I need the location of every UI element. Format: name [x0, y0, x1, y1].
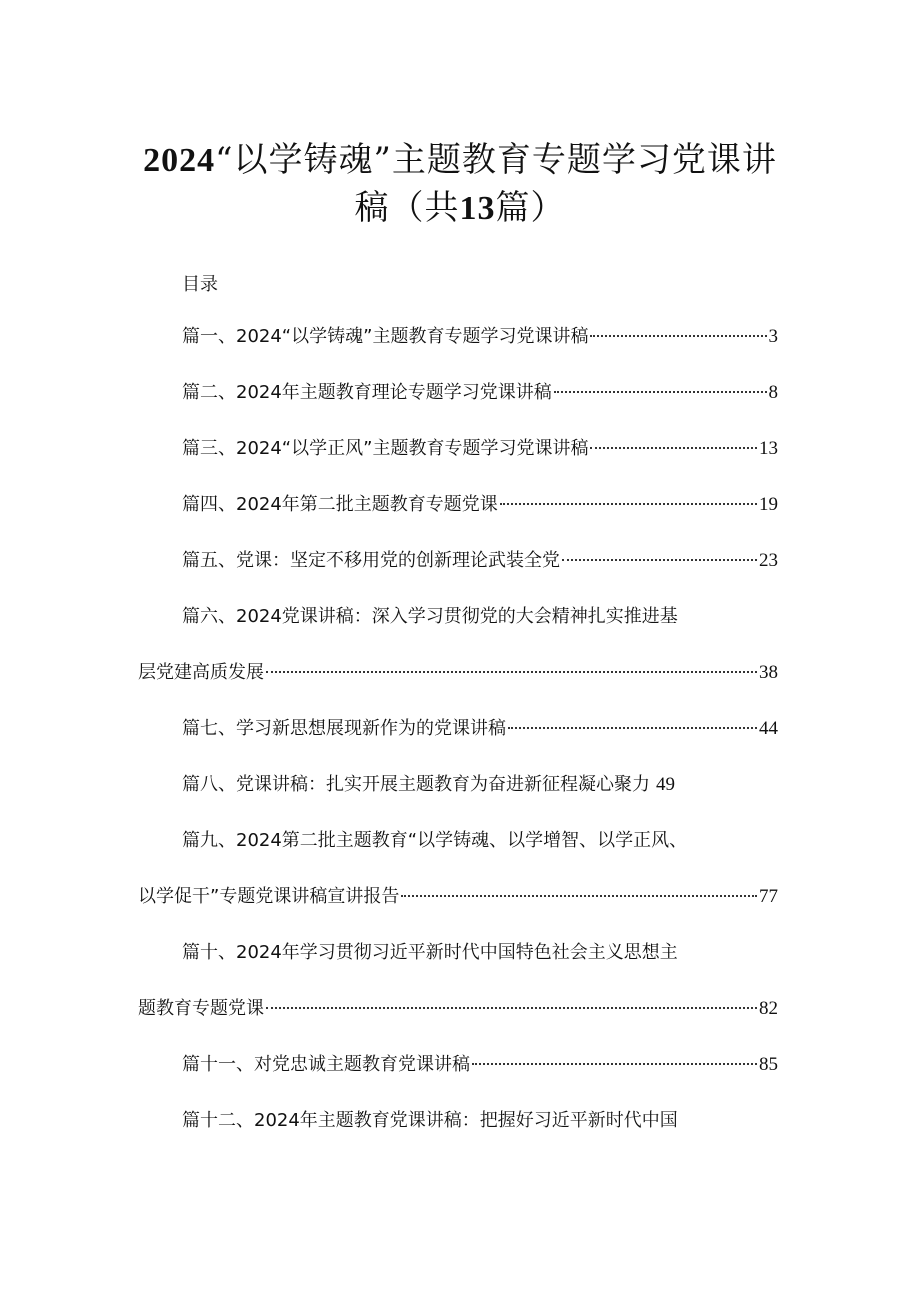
toc-page-number: 49 — [656, 774, 675, 795]
toc-entry-1[interactable] — [182, 322, 778, 352]
toc-entry-9-line-2[interactable] — [138, 882, 778, 912]
toc-page-number: 19 — [759, 494, 778, 515]
toc-page-number: 3 — [768, 326, 778, 347]
toc-entry-label: 以学促干”专题党课讲稿宣讲报告 — [138, 886, 400, 907]
toc-entry-label: 篇五、党课：坚定不移用党的创新理论武装全党 — [182, 550, 560, 571]
toc-entry-8[interactable] — [182, 770, 675, 800]
toc-leader-dots — [590, 335, 766, 337]
toc-page-number: 82 — [759, 998, 778, 1019]
toc-entry-6-line-2[interactable] — [138, 658, 778, 688]
toc-leader-dots — [266, 671, 757, 673]
toc-entry-9-line-1[interactable] — [182, 826, 687, 856]
toc-leader-dots — [590, 447, 757, 449]
toc-entry-12-line-1[interactable] — [182, 1106, 678, 1136]
toc-entry-label: 篇四、2024年第二批主题教育专题党课 — [182, 494, 498, 515]
title-count: 13 — [459, 190, 496, 227]
document-title-line-1 — [0, 136, 920, 185]
toc-entry-label: 题教育专题党课 — [138, 998, 264, 1019]
toc-page-number: 13 — [759, 438, 778, 459]
toc-entry-10-line-1[interactable] — [182, 938, 678, 968]
toc-leader-dots — [554, 391, 767, 393]
toc-entry-5[interactable] — [182, 546, 778, 576]
toc-entry-label: 篇二、2024年主题教育理论专题学习党课讲稿 — [182, 382, 552, 403]
title-text-b: 篇） — [495, 188, 566, 228]
toc-entry-10-line-2[interactable] — [138, 994, 778, 1024]
toc-leader-dots — [401, 895, 757, 897]
toc-entry-label: 层党建高质发展 — [138, 662, 264, 683]
toc-leader-dots — [472, 1063, 757, 1065]
toc-entry-6-line-1[interactable] — [182, 602, 678, 632]
toc-entry-label: 篇九、2024第二批主题教育“以学铸魂、以学增智、以学正风、 — [182, 830, 688, 851]
toc-entry-11[interactable] — [182, 1050, 778, 1080]
toc-entry-4[interactable] — [182, 490, 778, 520]
toc-heading: 目录 — [182, 274, 218, 295]
toc-entry-3[interactable] — [182, 434, 778, 464]
toc-page-number: 8 — [768, 382, 778, 403]
title-text: “以学铸魂”主题教育专题学习党课讲 — [215, 140, 777, 180]
toc-page-number: 77 — [759, 886, 778, 907]
toc-entry-label: 篇十一、对党忠诚主题教育党课讲稿 — [182, 1054, 470, 1075]
toc-entry-label: 篇一、2024“以学铸魂”主题教育专题学习党课讲稿 — [182, 326, 589, 347]
toc-entry-label: 篇十、2024年学习贯彻习近平新时代中国特色社会主义思想主 — [182, 942, 678, 963]
document-title-line-2 — [0, 184, 920, 233]
toc-page-number: 85 — [759, 1054, 778, 1075]
toc-page-number: 23 — [759, 550, 778, 571]
toc-leader-dots — [500, 503, 757, 505]
toc-entry-label: 篇六、2024党课讲稿：深入学习贯彻党的大会精神扎实推进基 — [182, 606, 678, 627]
toc-entry-label: 篇十二、2024年主题教育党课讲稿：把握好习近平新时代中国 — [182, 1110, 678, 1131]
toc-entry-label: 篇八、党课讲稿：扎实开展主题教育为奋进新征程凝心聚力 — [182, 774, 650, 795]
toc-entry-7[interactable] — [182, 714, 778, 744]
toc-leader-dots — [508, 727, 757, 729]
title-text-a: 稿（共 — [354, 188, 460, 228]
title-year: 2024 — [143, 142, 216, 179]
toc-entry-2[interactable] — [182, 378, 778, 408]
toc-leader-dots — [562, 559, 757, 561]
toc-leader-dots — [266, 1007, 757, 1009]
toc-page-number: 38 — [759, 662, 778, 683]
toc-entry-label: 篇七、学习新思想展现新作为的党课讲稿 — [182, 718, 506, 739]
toc-page-number: 44 — [759, 718, 778, 739]
toc-entry-label: 篇三、2024“以学正风”主题教育专题学习党课讲稿 — [182, 438, 589, 459]
